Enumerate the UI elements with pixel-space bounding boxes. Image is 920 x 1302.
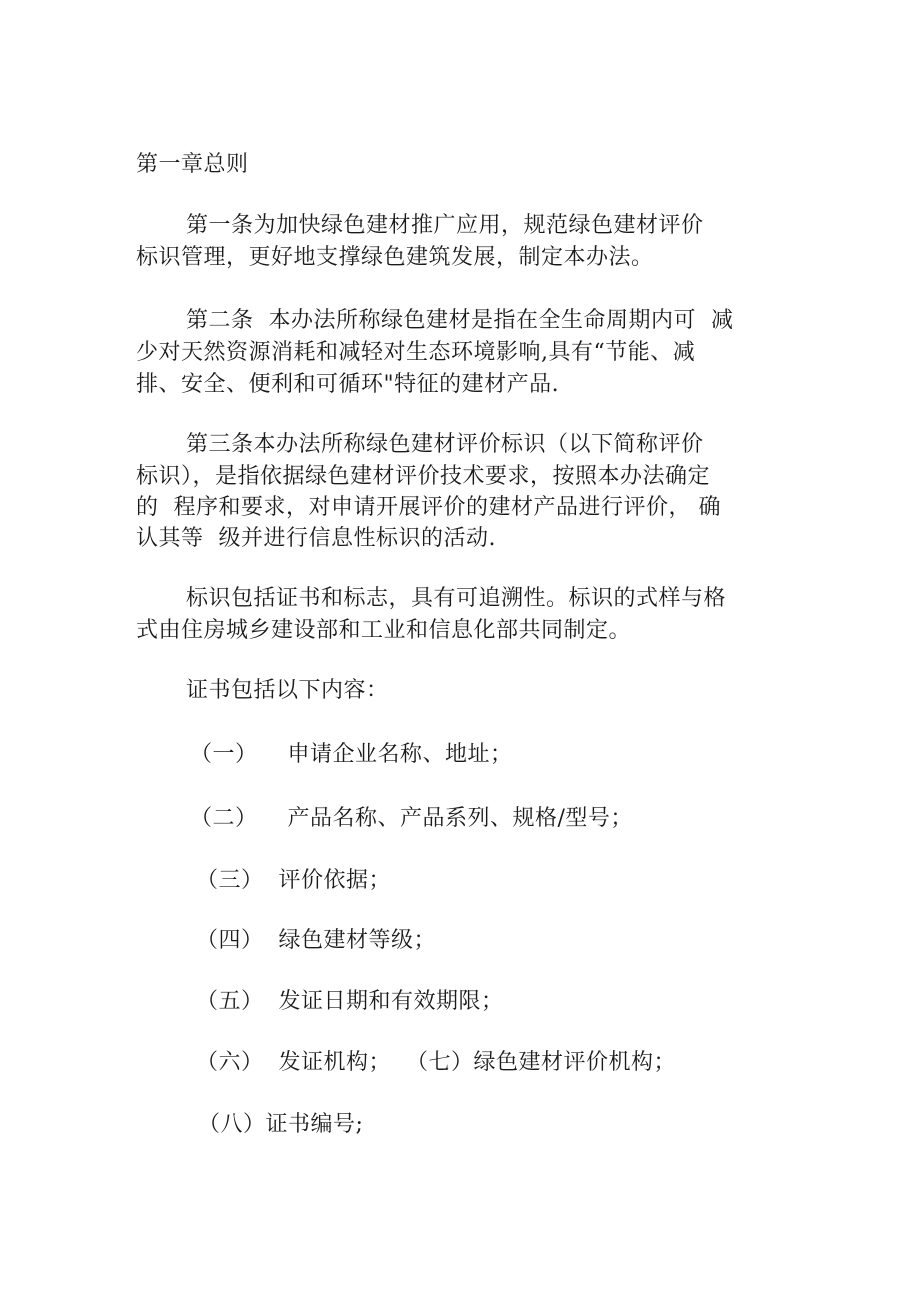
list-item-8: （八）证书编号; — [198, 1112, 364, 1137]
certificate-intro: 证书包括以下内容： — [186, 678, 389, 703]
list-item-6-7: （六） 发证机构； （七）绿色建材评价机构； — [196, 1050, 676, 1075]
article-3-line-3: 的 程序和要求，对申请开展评价的建材产品进行评价， 确 — [136, 495, 721, 520]
list-item-5: （五） 发证日期和有效期限； — [196, 989, 504, 1014]
chapter-title: 第一章总则 — [136, 152, 249, 177]
marking-paragraph-line-2: 式由住房城乡建设部和工业和信息化部共同制定。 — [136, 618, 632, 643]
article-1-line-1: 第一条为加快绿色建材推广应用，规范绿色建材评价 — [186, 213, 704, 238]
list-item-3: （三） 评价依据； — [196, 868, 391, 893]
article-2-line-1: 第二条 本办法所称绿色建材是指在全生命周期内可 减 — [186, 308, 734, 333]
article-3-line-2: 标识），是指依据绿色建材评价技术要求，按照本办法确定 — [136, 464, 711, 489]
list-item-4: （四） 绿色建材等级； — [196, 928, 436, 953]
article-1-line-2: 标识管理，更好地支撑绿色建筑发展，制定本办法。 — [136, 245, 654, 270]
article-3-line-4: 认其等 级并进行信息性标识的活动. — [136, 526, 496, 551]
article-3-line-1: 第三条本办法所称绿色建材评价标识（以下简称评价 — [186, 432, 704, 457]
marking-paragraph-line-1: 标识包括证书和标志，具有可追溯性。标识的式样与格 — [186, 586, 727, 611]
list-item-1: （一） 申请企业名称、地址； — [190, 742, 513, 767]
article-2-line-2: 少对天然资源消耗和减轻对生态环境影响,具有“节能、减 — [136, 340, 696, 365]
article-2-line-3: 排、安全、便利和可循环"特征的建材产品. — [136, 372, 560, 397]
list-item-2: （二） 产品名称、产品系列、规格/型号； — [190, 806, 633, 831]
